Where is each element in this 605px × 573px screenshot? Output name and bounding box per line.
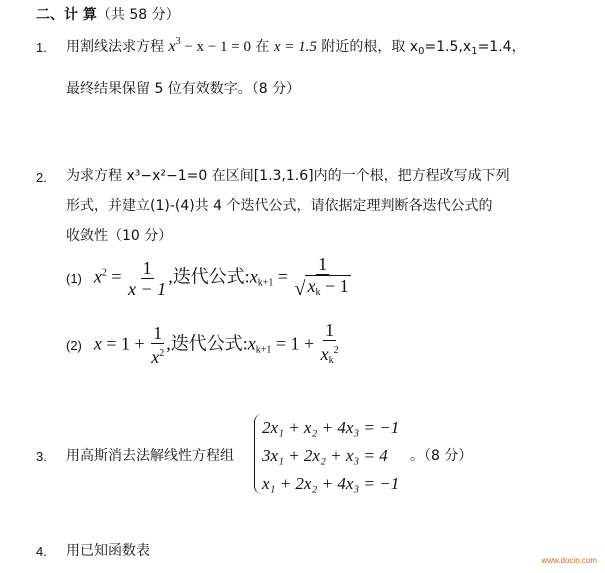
problem-4-number: 4.	[36, 544, 47, 559]
fraction-iter: 1 √ $x_k - 1$	[293, 254, 353, 303]
problem-1-number: 1.	[36, 40, 47, 55]
section-title: 二、计 算	[36, 7, 97, 23]
problem-3-text: 用高斯消去法解线性方程组	[66, 448, 234, 464]
problem-1-line-2: 最终结果保留 5 位有效数字。（8 分）	[66, 81, 301, 97]
section-score: （共 58 分）	[96, 7, 180, 23]
problem-2-line-1: 为求方程 x³−x²−1=0 在区间[1.3,1.6]内的一个根，把方程改写成下列	[66, 168, 510, 184]
system-equation-1: 2x₁ + x₂ + 4x₃ = −1	[262, 418, 400, 437]
formula-1: (1) $x^2$ = $\frac{1}{x - 1}$ ,迭代公式$:x_{k+1}$ = 1 √ $x_k - 1$	[66, 253, 353, 303]
fraction: $\frac{1}{x - 1}$	[128, 257, 167, 299]
problem-3-number: 3.	[36, 449, 47, 464]
system-equation-3: x₁ + 2x₂ + 4x₃ = −1	[262, 474, 400, 493]
section-header	[36, 4, 180, 24]
fraction-iter: $\frac{1}{x_k^2}$	[320, 319, 339, 366]
problem-3-suffix: 。（8 分）	[410, 448, 473, 464]
problem-1-line-1: 用割线法求方程 $x^3 - x - 1 = 0$ 在 x = 1.5 附近的根，取 $x_0=1.5,x_1=1.4$，	[66, 36, 526, 57]
problem-4-text: 用已知函数表	[66, 543, 150, 559]
linear-system	[262, 414, 399, 498]
problem-2-line-3: 收敛性（10 分）	[66, 228, 173, 244]
problem-2-number: 2.	[36, 170, 47, 185]
problem-2-line-2: 形式，并建立(1)-(4)共 4 个迭代公式，请依据定理判断各迭代公式的	[66, 198, 493, 214]
watermark: www.docin.com	[541, 556, 597, 565]
fraction: $\frac{1}{x^2}$	[151, 323, 165, 367]
system-equation-2: 3x₁ + 2x₂ + x₃ = 4	[262, 446, 388, 465]
sqrt-sign: √	[294, 277, 306, 300]
formula-2: (2) x = 1 + $\frac{1}{x^2}$ ,迭代公式$:x_{k+1} = 1$ + $\frac{1}{x_k^2}$	[66, 320, 341, 370]
